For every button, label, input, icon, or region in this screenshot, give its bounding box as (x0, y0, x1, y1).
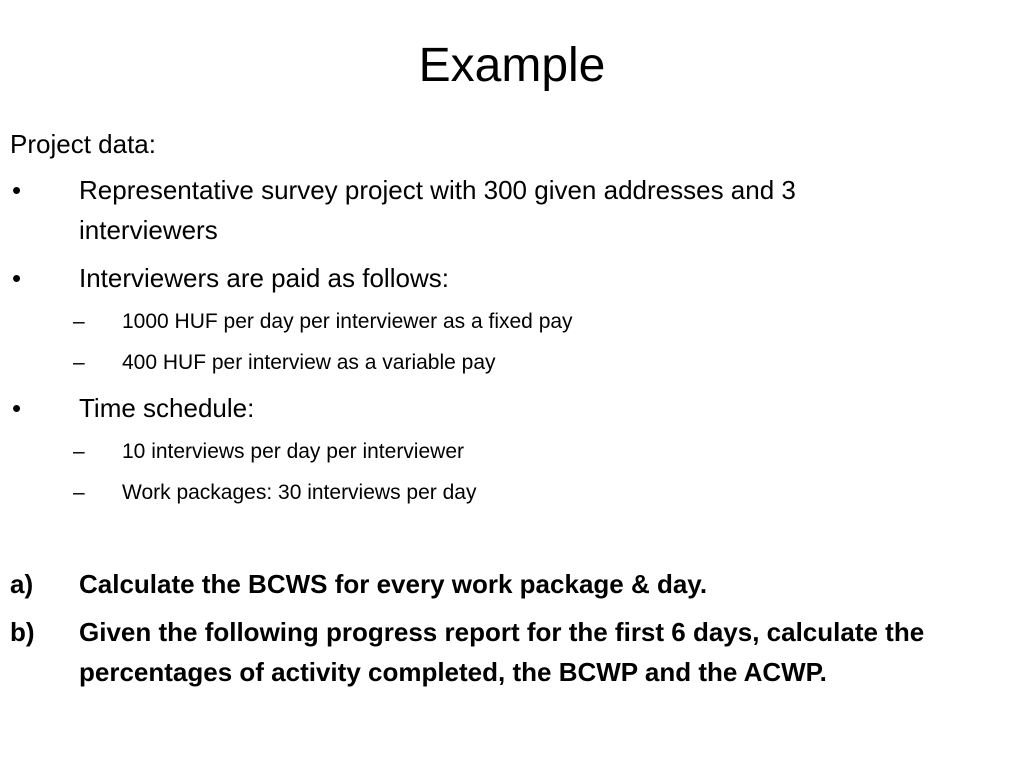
slide-title: Example (418, 39, 606, 92)
bullet-text: Representative survey project with 300 given addresses and 3 interviewers (79, 175, 796, 245)
task-marker: a) (10, 569, 34, 599)
task-text: Calculate the BCWS for every work package & day. (79, 569, 708, 599)
sub-item-text: 400 HUF per interview as a variable pay (122, 351, 496, 374)
dash-marker: – (73, 351, 85, 374)
task-text: Given the following progress report for the first 6 days, calculate the percentages of activity completed, the BCWP and the ACWP. (79, 617, 925, 687)
task-a (10, 564, 1010, 604)
bullet-text: Interviewers are paid as follows: (79, 263, 449, 293)
slide-content (10, 124, 1010, 700)
sub-item-text: 10 interviews per day per interviewer (122, 440, 464, 463)
bullet-item-payment (10, 258, 1010, 298)
task-b (10, 612, 1010, 692)
bullet-marker: • (12, 175, 22, 205)
sub-item-variable-pay (10, 347, 1010, 379)
bullet-marker: • (12, 393, 22, 423)
dash-marker: – (73, 481, 85, 504)
bullet-text: Time schedule: (79, 393, 255, 423)
bullet-item-schedule (10, 388, 1010, 428)
dash-marker: – (73, 440, 85, 463)
sub-item-fixed-pay (10, 306, 1010, 338)
sub-item-text: 1000 HUF per day per interviewer as a fixed pay (122, 310, 573, 333)
spacer (10, 518, 1010, 564)
sub-item-text: Work packages: 30 interviews per day (122, 481, 477, 504)
bullet-item-project (10, 170, 1010, 250)
bullet-marker: • (12, 263, 22, 293)
sub-item-work-packages (10, 477, 1010, 509)
task-marker: b) (10, 617, 35, 647)
sub-item-interviews-per-day (10, 436, 1010, 468)
dash-marker: – (73, 310, 85, 333)
project-data-heading: Project data: (10, 129, 156, 159)
